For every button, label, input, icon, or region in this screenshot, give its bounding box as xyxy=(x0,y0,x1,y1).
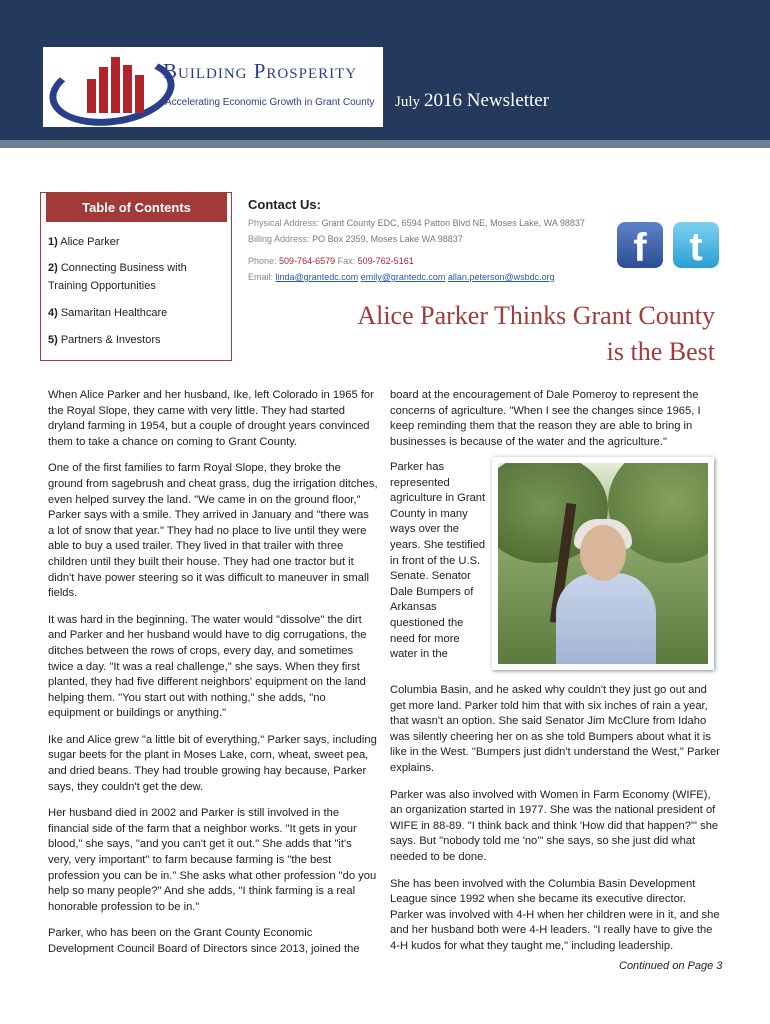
article-paragraph: Ike and Alice grew "a little bit of everything," Parker says, including sugar beets for the plant in Moses Lake, corn, wheat, sweet pea, and dried beans. They had trouble growing hay because, Parker says, they couldn't get the dew. xyxy=(48,733,377,793)
article-paragraph: When Alice Parker and her husband, Ike, left Colorado in 1965 for the Royal Slope, they came with very little. They had started dryland farming in 1954, but a couple of drought years convinced them to take a chance on coming to Grant County. xyxy=(48,389,374,448)
toc-item-number: 4) xyxy=(48,307,58,319)
person-body xyxy=(556,573,656,664)
phone-fax xyxy=(248,256,414,266)
header-divider xyxy=(0,140,770,148)
toc-item-label: Samaritan Healthcare xyxy=(60,307,168,319)
toc-item-label: Connecting Business with Training Opportunities xyxy=(48,262,187,292)
physical-address xyxy=(248,218,585,228)
toc-item-number: 1) xyxy=(48,236,58,248)
phone-value: 509-764-6579 xyxy=(279,256,336,266)
physical-address-label: Physical Address: xyxy=(248,218,320,228)
email-line xyxy=(248,272,555,282)
fax-label: Fax: xyxy=(337,256,356,266)
physical-address-value: Grant County EDC, 6594 Patton Blvd NE, Moses Lake, WA 98837 xyxy=(321,218,585,228)
newsletter-date xyxy=(395,90,549,112)
article-paragraph: It was hard in the beginning. The water would "dissolve" the dirt and Parker and her husband would have to dig corrugations, the ditches between the rows of crops, every day, and sometimes twice a day. "It was a real challenge," she says. When they first planted, they had five different neighbors' equipment on the land helping them. "You start out with nothing," she adds, "no equipment or buildings or anything." xyxy=(48,613,367,720)
headline-line-1: Alice Parker Thinks Grant County xyxy=(357,301,715,330)
article-paragraph: One of the first families to farm Royal Slope, they broke the ground from sagebrush and cheat grass, dug the irrigation ditches, even helped survey the land. "We came in on the ground floor," Parker says with a smile. They arrived in January and "there was a lot of snow that year." They had no place to live until they were able to buy a used trailer. They lived in that trailer with three children until they built their house. They had one tractor but it didn't have power steering so it was difficult to maneuver in small fields. xyxy=(48,462,378,600)
toc-item[interactable] xyxy=(48,259,228,295)
continued-note[interactable]: Continued on Page 3 xyxy=(619,960,723,972)
article-right-top: board at the encouragement of Dale Pomeroy to represent the concerns of agriculture. "When I see the changes since 1965, I keep reminding them that the reason they are able to bring in businesses is because of the water and the agriculture." xyxy=(390,389,701,448)
toc-title: Table of Contents xyxy=(46,193,227,222)
toc-item-label: Alice Parker xyxy=(60,236,120,248)
article-paragraph: Her husband died in 2002 and Parker is still involved in the financial side of the farm that a neighbor works. "It gets in your blood," she says, "and you can't get it out." She adds that "it's very, very important" to farm because farming is "the best profession you can be in." She asks what other profession "do you help so many people?" And she adds, "I think farming is a real honorable profession to be in." xyxy=(48,807,377,913)
logo-title: Building Prosperity xyxy=(163,59,358,83)
toc-item[interactable] xyxy=(48,331,228,349)
logo-bars-icon xyxy=(73,53,153,113)
article-paragraph: Parker, who has been on the Grant County Economic Development Council Board of Directors since 2013, joined the xyxy=(48,927,360,955)
newsletter-year: 2016 Newsletter xyxy=(424,90,550,111)
logo xyxy=(43,47,383,127)
billing-address-label: Billing Address: xyxy=(248,234,310,244)
photo-scene xyxy=(498,463,708,664)
fax-value: 509-762-5161 xyxy=(357,256,414,266)
logo-subtitle: Accelerating Economic Growth in Grant County xyxy=(165,97,375,108)
toc-item-number: 5) xyxy=(48,334,58,346)
table-of-contents xyxy=(40,192,232,361)
billing-address-value: PO Box 2359, Moses Lake WA 98837 xyxy=(312,234,463,244)
toc-item[interactable] xyxy=(48,304,228,322)
contact-title: Contact Us: xyxy=(248,197,321,212)
alice-parker-photo xyxy=(492,457,714,670)
email-link[interactable]: linda@grantedc.com xyxy=(275,272,359,282)
header-banner xyxy=(0,0,770,140)
person-head xyxy=(580,525,626,581)
toc-item[interactable] xyxy=(48,233,228,251)
email-label: Email: xyxy=(248,272,274,282)
billing-address xyxy=(248,234,463,244)
email-link[interactable]: emily@grantedc.com xyxy=(360,272,446,282)
article-paragraph: She has been involved with the Columbia Basin Development League since 1992 when she became its executive director. Parker was involved with 4-H when her children were in it, and she and her husband both were 4-H leaders. "I really have to give the 4-H kudos for what they taught me," including leadership. xyxy=(390,877,720,952)
toc-item-number: 2) xyxy=(48,262,58,274)
phone-label: Phone: xyxy=(248,256,277,266)
facebook-icon[interactable]: f xyxy=(617,222,663,268)
article-paragraph: Parker was also involved with Women in Farm Economy (WIFE), an organization started in 1977. She was the national president of WIFE in 88-89. "I think back and think 'How did that happen?'" she says. But "nobody told me 'no'" she says, so she just did what needed to be done. xyxy=(390,788,719,863)
article-headline xyxy=(340,298,715,370)
article-paragraph: Columbia Basin, and he asked why couldn't they just go out and get more land. Parker told him that with six inches of rain a year, that wasn't an option. She said Senator Jim McClure from Idaho was silently cheering her on as she told Bumpers about what it is like in the West. "Bumpers just didn't understand the West," Parker explains. xyxy=(390,684,720,774)
headline-line-2: is the Best xyxy=(606,337,715,366)
twitter-icon[interactable]: t xyxy=(673,222,719,268)
toc-item-label: Partners & Investors xyxy=(60,334,161,346)
newsletter-month: July xyxy=(395,94,421,110)
article-left-column xyxy=(48,388,378,969)
article-right-wrap: Parker has represented agriculture in Grant County in many ways over the years. She testified in front of the U.S. Senate. Senator Dale Bumpers of Arkansas questioned the need for more water in the xyxy=(390,461,486,661)
article-right-bottom xyxy=(390,683,720,966)
email-link[interactable]: allan.peterson@wsbdc.org xyxy=(447,272,555,282)
